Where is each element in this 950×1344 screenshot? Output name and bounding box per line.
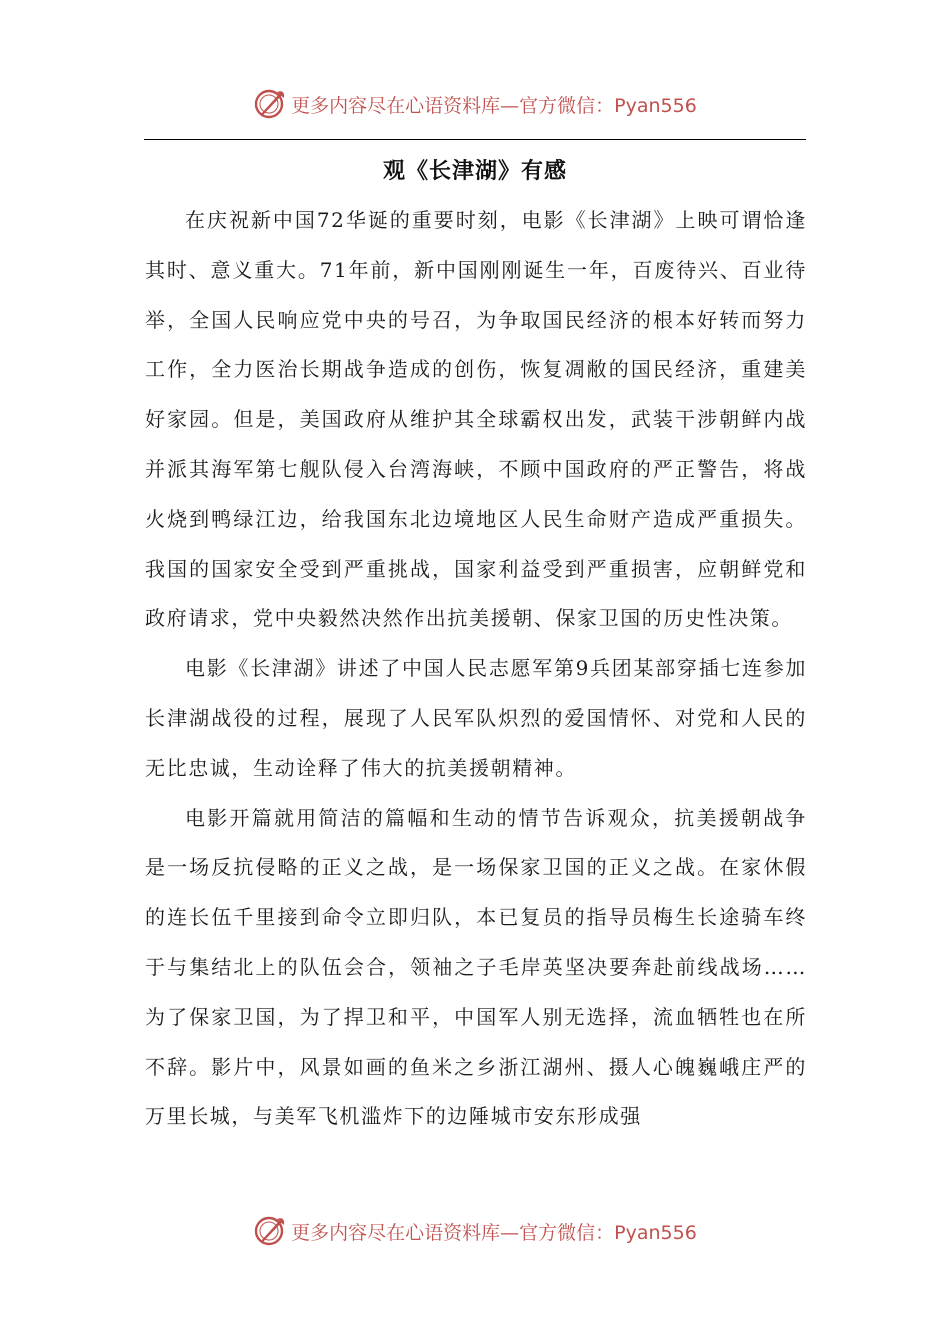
footer-watermark: [0, 1211, 950, 1251]
watermark-text: [291, 1218, 697, 1245]
quill-pen-logo-icon: [253, 87, 287, 121]
header-divider: [144, 139, 806, 140]
header-watermark: [0, 84, 950, 124]
document-title: 观《长津湖》有感: [382, 159, 567, 184]
watermark-wechat-id: Pyan556: [614, 94, 697, 117]
document-body: [145, 196, 807, 1142]
paragraph-1: 在庆祝新中国72华诞的重要时刻，电影《长津湖》上映可谓恰逢其时、意义重大。71年前，新中国刚刚诞生一年，百废待兴、百业待举，全国人民响应党中央的号召，为争取国民经济的根本好转而努力工作，全力医治长期战争造成的创伤，恢复凋敝的国民经济，重建美好家园。但是，美国政府从维护其全球霸权出发，武装干涉朝鲜内战并派其海军第七舰队侵入台湾海峡，不顾中国政府的严正警告，将战火烧到鸭绿江边，给我国东北边境地区人民生命财产造成严重损失。我国的国家安全受到严重挑战，国家利益受到严重损害，应朝鲜党和政府请求，党中央毅然决然作出抗美援朝、保家卫国的历史性决策。: [145, 208, 807, 631]
quill-pen-logo-icon: [253, 1214, 287, 1248]
watermark-text: [291, 91, 697, 118]
paragraph-2: 电影《长津湖》讲述了中国人民志愿军第9兵团某部穿插七连参加长津湖战役的过程，展现了人民军队炽烈的爱国情怀、对党和人民的无比忠诚，生动诠释了伟大的抗美援朝精神。: [145, 656, 807, 780]
paragraph-3: 电影开篇就用简洁的篇幅和生动的情节告诉观众，抗美援朝战争是一场反抗侵略的正义之战，是一场保家卫国的正义之战。在家休假的连长伍千里接到命令立即归队，本已复员的指导员梅生长途骑车终于与集结北上的队伍会合，领袖之子毛岸英坚决要奔赴前线战场……为了保家卫国，为了捍卫和平，中国军人别无选择，流血牺牲也在所不辞。影片中，风景如画的鱼米之乡浙江湖州、摄人心魄巍峨庄严的万里长城，与美军飞机滥炸下的边陲城市安东形成强: [145, 805, 807, 1129]
watermark-prefix: 更多内容尽在心语资料库—官方微信：: [291, 94, 615, 117]
watermark-wechat-id: Pyan556: [614, 1221, 697, 1244]
watermark-prefix: 更多内容尽在心语资料库—官方微信：: [291, 1221, 615, 1244]
